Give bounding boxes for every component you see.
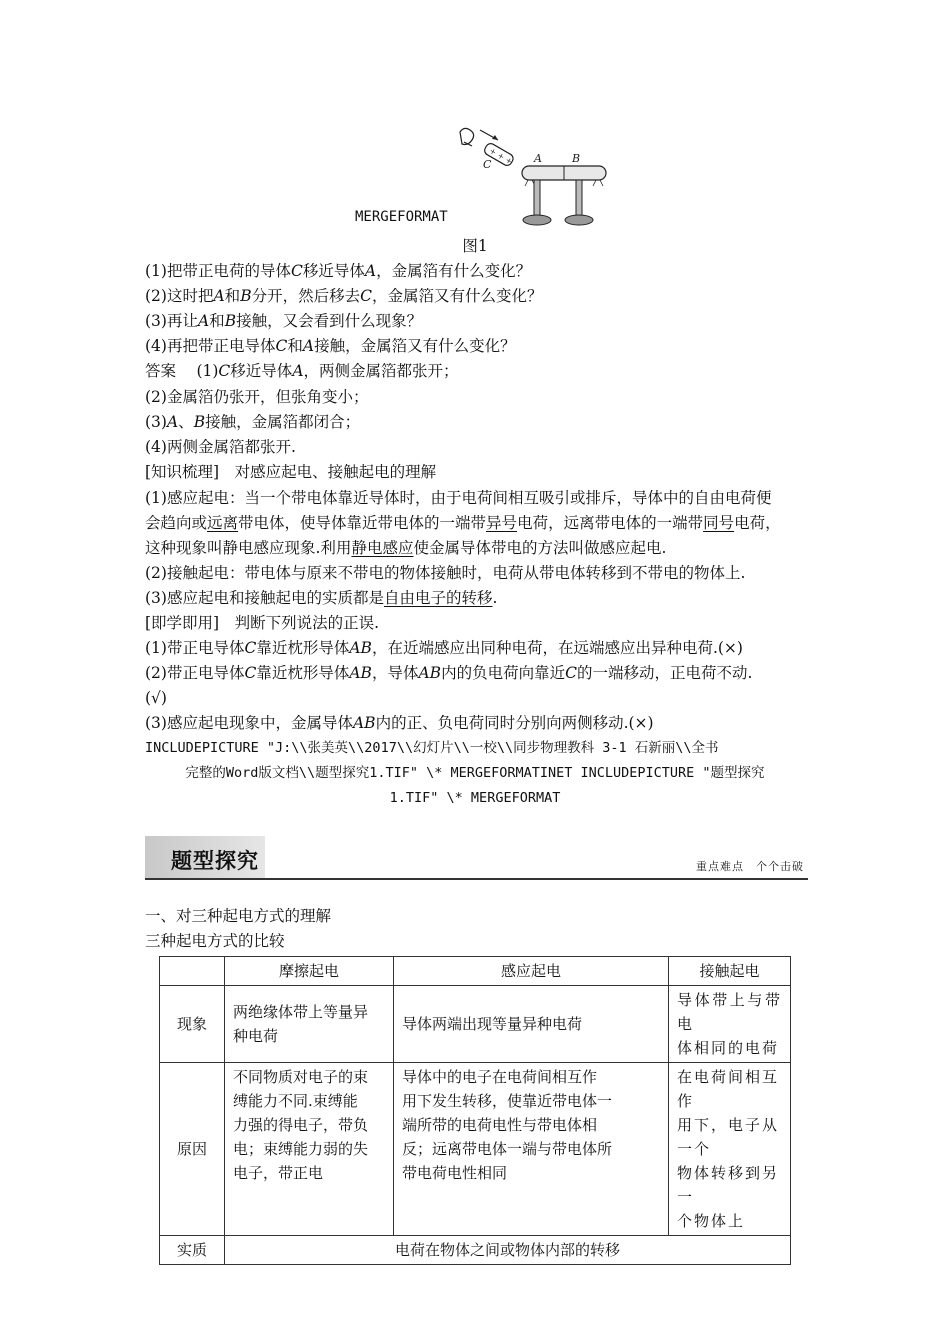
table-cell: 两绝缘体带上等量异 种电荷 [225,986,394,1063]
practice-2-mark: (√) [145,689,167,707]
table-header-cell: 摩擦起电 [225,957,394,986]
banner-rule [145,878,808,880]
banner-tag: 重点难点 个个击破 [696,860,804,873]
foil-b [593,180,603,186]
stand-b [576,180,582,216]
field-code-line1: INCLUDEPICTURE "J:\\张美英\\2017\\幻灯片\\一校\\同步物理教科 3-1 石新丽\\全书 [145,740,719,756]
field-code-line2: 完整的Word版文档\\题型探究1.TIF" \* MERGEFORMATINET INCLUDEPICTURE "题型探究 [185,765,765,781]
table-row [160,1236,791,1265]
stand-a [534,180,540,216]
practice-heading: [即学即用] 判断下列说法的正误. [145,614,380,632]
practice-1: (1)带正电导体C靠近枕形导体AB，在近端感应出同种电荷，在远端感应出异种电荷.(×) [145,639,743,657]
section1-subheading: 三种起电方式的比较 [145,932,285,950]
answer-4: (4)两侧金属箔都张开. [145,438,296,456]
table-cell: 在电荷间相互作 用下，电子从一个 物体转移到另一 个物体上 [669,1063,791,1236]
row-label: 现象 [160,986,225,1063]
hand-icon [460,128,474,144]
question-2: (2)这时把A和B分开，然后移去C，金属箔又有什么变化？ [145,287,543,305]
table-header-row [160,957,791,986]
field-code-mergeformat: MERGEFORMAT [355,209,448,225]
row-label: 实质 [160,1236,225,1265]
label-c: C [483,158,492,171]
knowledge-p3: (3)感应起电和接触起电的实质都是自由电子的转移. [145,589,498,607]
answer-1: 答案 (1)C移近导体A，两侧金属箔都张开； [145,362,459,380]
answer-label: 答案 [145,362,177,380]
knowledge-heading: [知识梳理] 对感应起电、接触起电的理解 [145,463,437,481]
section-banner [145,836,808,880]
answer-3: (3)A、B接触，金属箔都闭合； [145,413,361,431]
table-cell: 导体两端出现等量异种电荷 [394,986,669,1063]
table-cell: 电荷在物体之间或物体内部的转移 [225,1236,791,1265]
practice-3: (3)感应起电现象中，金属导体AB内的正、负电荷同时分别向两侧移动.(×) [145,714,654,732]
comparison-table [159,956,791,1265]
field-code-line3: 1.TIF" \* MERGEFORMAT [389,790,561,806]
knowledge-p1-line2: 会趋向或远离带电体，使导体靠近带电体的一端带异号电荷，远离带电体的一端带同号电荷， [145,514,781,532]
question-3: (3)再让A和B接触，又会看到什么现象？ [145,312,423,330]
table-row [160,986,791,1063]
figure-caption: 图1 [462,237,488,255]
label-b: B [572,152,581,165]
table-cell: 导体带上与带电 体相同的电荷 [669,986,791,1063]
knowledge-p2: (2)接触起电：带电体与原来不带电的物体接触时，电荷从带电体转移到不带电的物体上. [145,564,746,582]
question-4: (4)再把带正电导体C和A接触，金属箔又有什么变化？ [145,337,516,355]
question-1: (1)把带正电荷的导体C移近导体A，金属箔有什么变化？ [145,262,532,280]
row-label: 原因 [160,1063,225,1236]
table-header-cell: 接触起电 [669,957,791,986]
conductor-figure [450,122,620,232]
table-header-cell [160,957,225,986]
answer-2: (2)金属箔仍张开，但张角变小； [145,388,369,406]
label-a: A [534,152,542,165]
table-row [160,1063,791,1236]
practice-2: (2)带正电导体C靠近枕形导体AB，导体AB内的负电荷向靠近C的一端移动，正电荷不动. [145,664,753,682]
table-cell: 导体中的电子在电荷间相互作 用下发生转移，使靠近带电体一 端所带的电荷电性与带电体相 反；远离带电体一端与带电体所 带电荷电性相同 [394,1063,669,1236]
knowledge-p1-line3: 这种现象叫静电感应现象.利用静电感应使金属导体带电的方法叫做感应起电. [145,539,667,557]
knowledge-p1-line1: (1)感应起电：当一个带电体靠近导体时，由于电荷间相互吸引或排斥，导体中的自由电荷便 [145,489,772,507]
table-header-cell: 感应起电 [394,957,669,986]
section1-heading: 一、对三种起电方式的理解 [145,907,332,925]
banner-title: 题型探究 [171,849,259,873]
svg-text:+ + +: + + + [487,146,515,167]
table-cell: 不同物质对电子的束 缚能力不同.束缚能 力强的得电子，带负 电；束缚能力弱的失 电子，带正电 [225,1063,394,1236]
